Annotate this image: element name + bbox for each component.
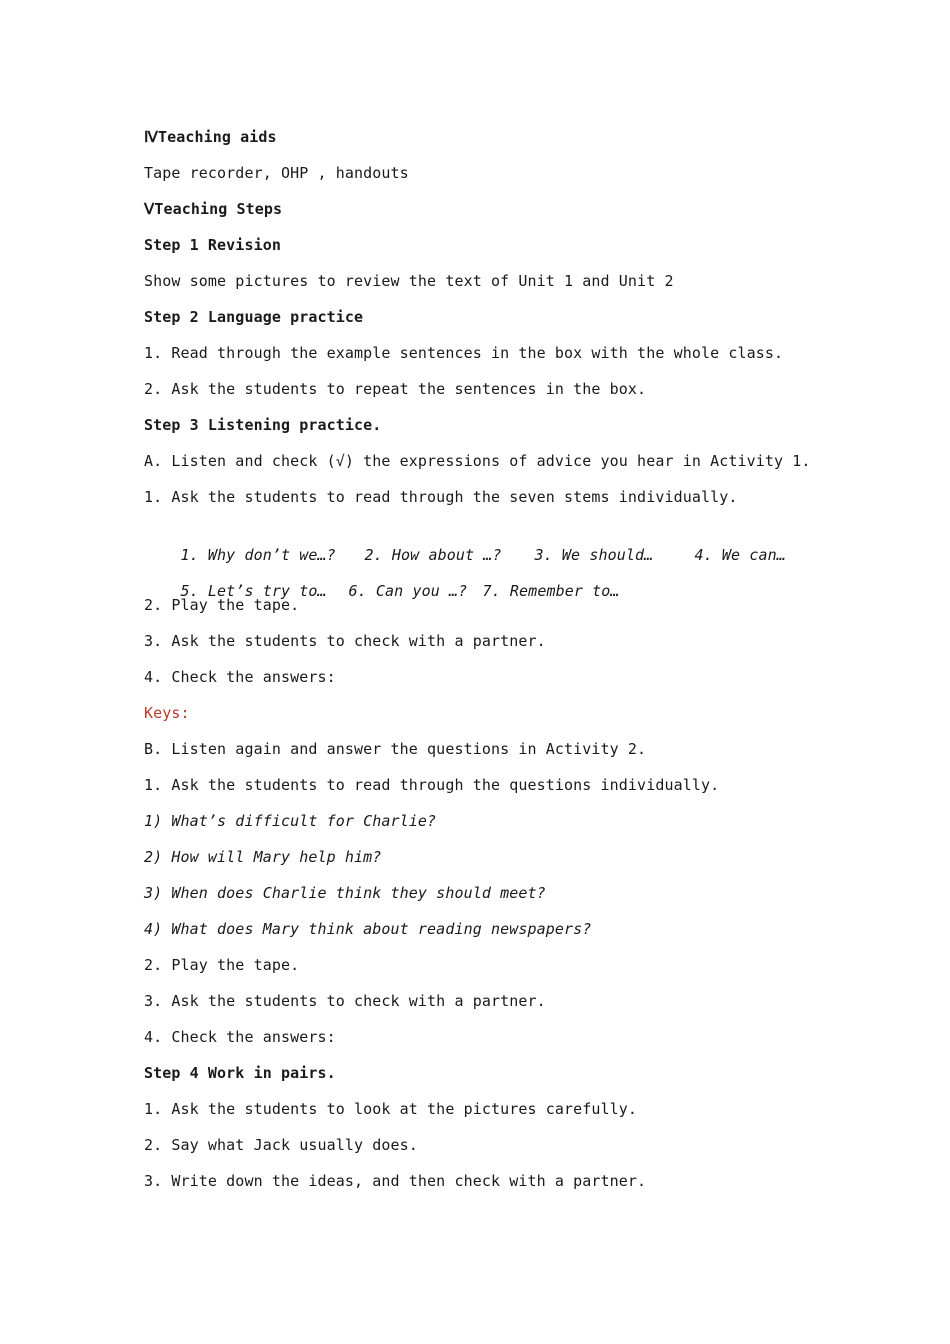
step3-part-a-item-3: 3. Ask the students to check with a partner. [144,632,546,650]
step4-item-1: 1. Ask the students to look at the pictures carefully. [144,1100,638,1118]
step3-part-a-title: A. Listen and check (√) the expressions of advice you hear in Activity 1. [144,452,811,470]
expression-5: 5. Let’s try to… [180,582,327,600]
step2-item-2: 2. Ask the students to repeat the sentences in the box. [144,380,647,398]
teaching-aids-text: Tape recorder, OHP , handouts [144,164,409,182]
question-4: 4) What does Mary think about reading newspapers? [144,920,592,938]
step3-heading: Step 3 Listening practice. [144,416,382,434]
document-page [144,126,844,1206]
expression-1: 1. Why don’t we…? [180,546,336,564]
step3-part-b-item-1: 1. Ask the students to read through the questions individually. [144,776,720,794]
expression-3: 3. We should… [534,546,654,564]
expression-7: 7. Remember to… [482,582,620,600]
expression-2: 2. How about …? [364,546,502,564]
step2-heading: Step 2 Language practice [144,308,364,326]
step4-heading: Step 4 Work in pairs. [144,1064,336,1082]
question-3: 3) When does Charlie think they should meet? [144,884,546,902]
step3-part-b-item-4: 4. Check the answers: [144,1028,336,1046]
step3-part-b-item-2: 2. Play the tape. [144,956,300,974]
step3-part-a-item-2: 2. Play the tape. [144,596,300,614]
expression-row-1 [144,522,844,564]
section-heading-teaching-aids: ⅣTeaching aids [144,128,277,146]
step3-part-a-item-1: 1. Ask the students to read through the seven stems individually. [144,488,738,506]
keys-label: Keys: [144,704,190,722]
question-1: 1) What’s difficult for Charlie? [144,812,437,830]
step3-part-b-title: B. Listen again and answer the questions in Activity 2. [144,740,647,758]
step4-item-2: 2. Say what Jack usually does. [144,1136,418,1154]
step3-part-b-item-3: 3. Ask the students to check with a partner. [144,992,546,1010]
step2-item-1: 1. Read through the example sentences in the box with the whole class. [144,344,784,362]
expression-4: 4. We can… [694,546,786,564]
step1-text: Show some pictures to review the text of Unit 1 and Unit 2 [144,272,674,290]
step3-part-a-item-4: 4. Check the answers: [144,668,336,686]
step1-heading: Step 1 Revision [144,236,281,254]
question-2: 2) How will Mary help him? [144,848,382,866]
section-heading-teaching-steps: ⅤTeaching Steps [144,200,283,218]
step4-item-3: 3. Write down the ideas, and then check with a partner. [144,1172,647,1190]
expression-6: 6. Can you …? [348,582,468,600]
